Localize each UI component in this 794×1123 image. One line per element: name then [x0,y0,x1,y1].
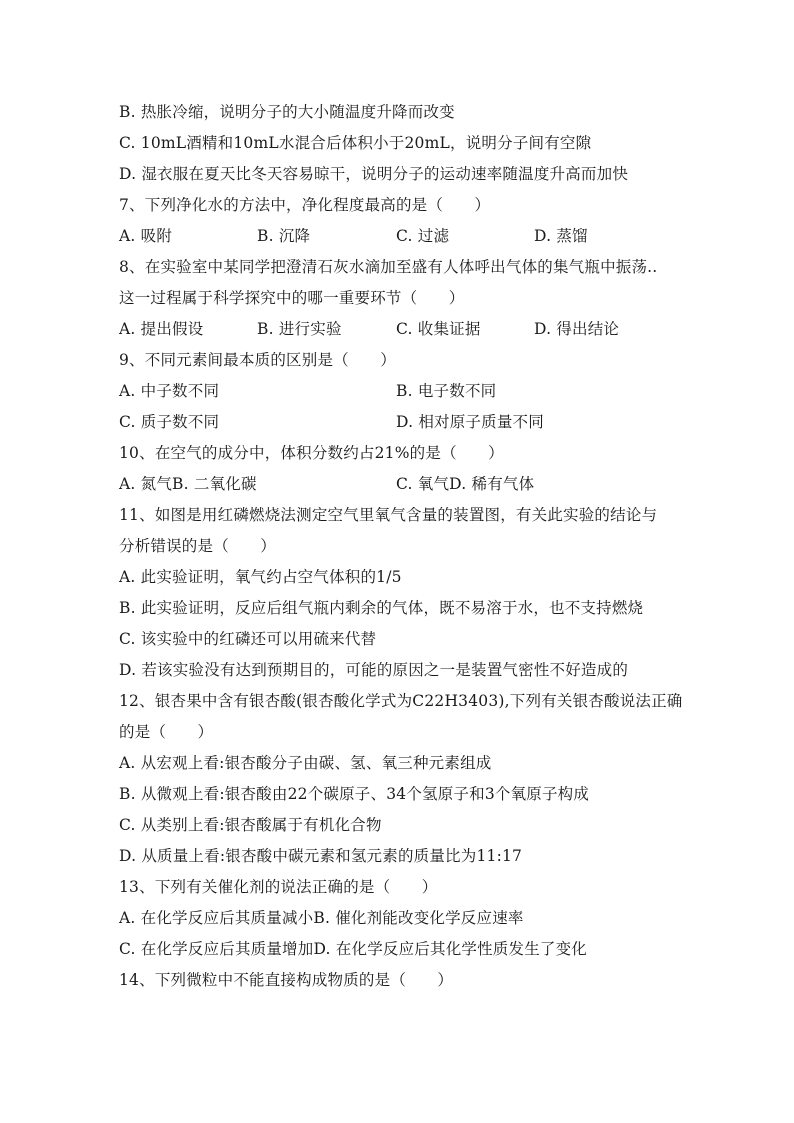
q9-option-b: B. 电子数不同 [396,382,497,400]
q9-stem: 9、不同元素间最本质的区别是（ ） [119,351,396,369]
q9-option-d: D. 相对原子质量不同 [396,413,544,431]
q12-stem-line2: 的是（ ） [119,723,214,741]
q8-stem-line2: 这一过程属于科学探究中的哪一重要环节（ ） [119,289,465,307]
q11-stem-line2: 分析错误的是（ ） [119,537,277,555]
q11-option-c: C. 该实验中的红磷还可以用硫来代替 [119,630,377,648]
q13-options-ab: A. 在化学反应后其质量减小B. 催化剂能改变化学反应速率 [119,909,524,927]
q11-option-d: D. 若该实验没有达到预期目的，可能的原因之一是装置气密性不好造成的 [119,661,629,679]
q12-option-d: D. 从质量上看:银杏酸中碳元素和氢元素的质量比为11:17 [119,847,523,865]
q7-stem: 7、下列净化水的方法中，净化程度最高的是（ ） [119,196,491,214]
q6-option-c: C. 10mL酒精和10mL水混合后体积小于20mL，说明分子间有空隙 [119,134,592,152]
q7-option-a: A. 吸附 [119,227,173,245]
q10-stem: 10、在空气的成分中，体积分数约占21%的是（ ） [119,444,504,462]
q12-stem-line1: 12、银杏果中含有银杏酸(银杏酸化学式为C22H3403),下列有关银杏酸说法正确 [119,692,683,710]
q12-option-b: B. 从微观上看:银杏酸由22个碳原子、34个氢原子和3个氧原子构成 [119,785,590,803]
q12-option-a: A. 从宏观上看:银杏酸分子由碳、氢、氧三种元素组成 [119,754,492,772]
q9-option-c: C. 质子数不同 [119,413,220,431]
q11-option-a: A. 此实验证明，氧气约占空气体积的1/5 [119,568,402,586]
q13-stem: 13、下列有关催化剂的说法正确的是（ ） [119,878,438,896]
q11-option-b: B. 此实验证明，反应后组气瓶内剩余的气体，既不易溶于水，也不支持燃烧 [119,599,644,617]
q8-option-d: D. 得出结论 [534,320,620,338]
q8-option-a: A. 提出假设 [119,320,204,338]
q8-option-c: C. 收集证据 [396,320,481,338]
q8-stem-line1: 8、在实验室中某同学把澄清石灰水滴加至盛有人体呼出气体的集气瓶中振荡.. [119,258,658,276]
q6-option-d: D. 湿衣服在夏天比冬天容易晾干，说明分子的运动速率随温度升高而加快 [119,165,629,183]
q7-option-c: C. 过滤 [396,227,450,245]
q8-option-b: B. 进行实验 [257,320,342,338]
q13-options-cd: C. 在化学反应后其质量增加D. 在化学反应后其化学性质发生了变化 [119,940,587,958]
q7-option-d: D. 蒸馏 [534,227,588,245]
q6-option-b: B. 热胀冷缩，说明分子的大小随温度升降而改变 [119,103,455,121]
q10-options-ab: A. 氮气B. 二氧化碳 [119,475,257,493]
q12-option-c: C. 从类别上看:银杏酸属于有机化合物 [119,816,382,834]
q7-option-b: B. 沉降 [257,227,311,245]
q11-stem-line1: 11、如图是用红磷燃烧法测定空气里氧气含量的装置图，有关此实验的结论与 [119,506,658,524]
q10-options-cd: C. 氧气D. 稀有气体 [396,475,535,493]
q9-option-a: A. 中子数不同 [119,382,220,400]
q14-stem: 14、下列微粒中不能直接构成物质的是（ ） [119,971,454,989]
